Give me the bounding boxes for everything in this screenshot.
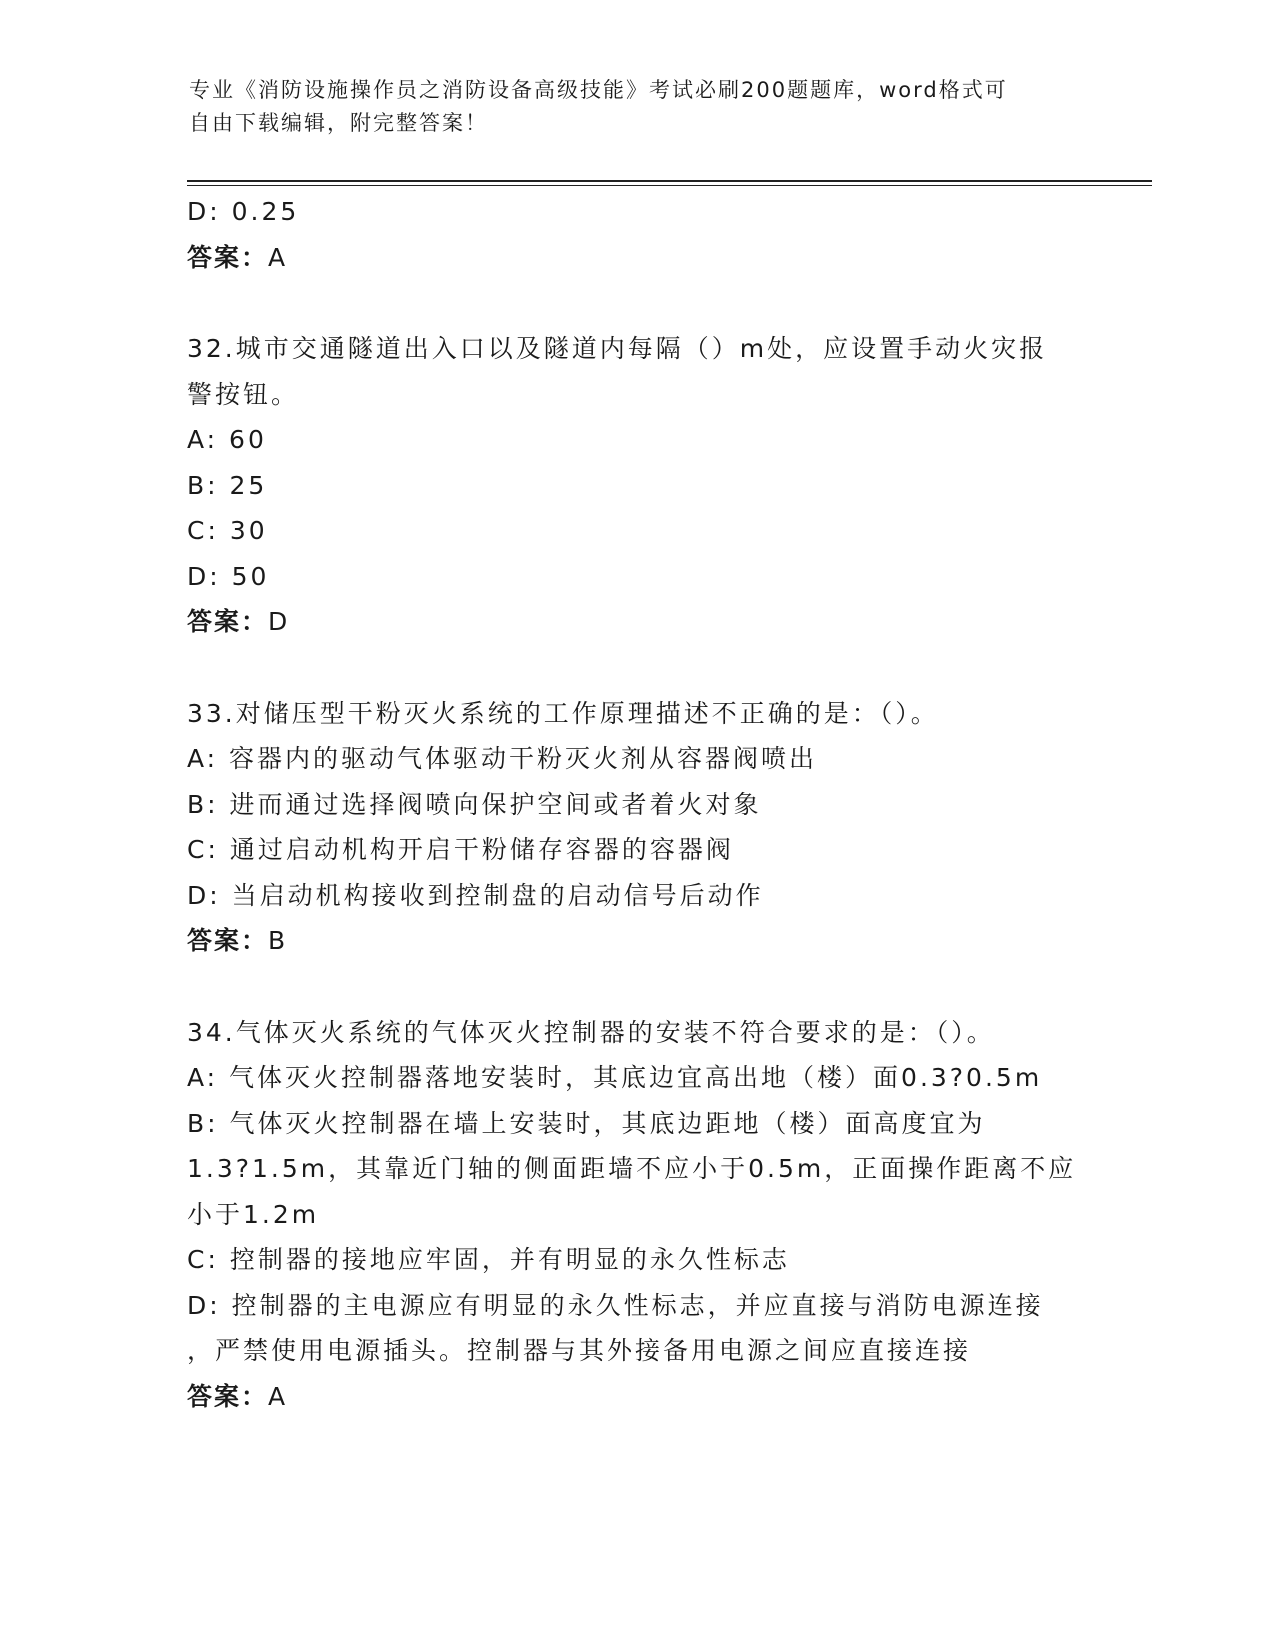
option-b: B: 25	[187, 470, 268, 500]
spacer	[187, 645, 1087, 691]
spacer	[187, 964, 1087, 1010]
answer-label: 答案：	[187, 926, 269, 955]
option-a: A: 60	[187, 425, 267, 454]
answer-line	[187, 918, 1087, 964]
document-body	[187, 189, 1087, 1419]
question-32	[187, 326, 1087, 645]
answer-value: A	[268, 242, 288, 272]
question-33	[187, 691, 1087, 964]
answer-value: B	[268, 926, 288, 955]
option-d-continued: ，严禁使用电源插头。控制器与其外接备用电源之间应直接连接	[187, 1336, 972, 1365]
header-divider-thin	[187, 185, 1152, 186]
question-stem: 33.对储压型干粉灭火系统的工作原理描述不正确的是：（）。	[187, 698, 939, 728]
option-a: A: 气体灭火控制器落地安装时，其底边宜高出地（楼）面0.3?0.5m	[187, 1063, 1043, 1092]
answer-label: 答案：	[187, 607, 269, 636]
header-line-1: 专业《消防设施操作员之消防设备高级技能》考试必刷200题题库，word格式可	[189, 78, 1008, 102]
option-c: C: 30	[187, 516, 268, 545]
option-a: A: 容器内的驱动气体驱动干粉灭火剂从容器阀喷出	[187, 744, 818, 773]
option-c: C: 控制器的接地应牢固，并有明显的永久性标志	[187, 1245, 790, 1274]
answer-value: D	[268, 607, 290, 636]
question-stem: 34.气体灭火系统的气体灭火控制器的安装不符合要求的是：（）。	[187, 1017, 995, 1047]
option-b-continued: 1.3?1.5m，其靠近门轴的侧面距墙不应小于0.5m，正面操作距离不应	[187, 1154, 1077, 1183]
answer-line	[187, 599, 1087, 645]
question-34	[187, 1010, 1087, 1420]
spacer	[187, 280, 1087, 326]
option-b: B: 气体灭火控制器在墙上安装时，其底边距地（楼）面高度宜为	[187, 1108, 986, 1138]
answer-value: A	[268, 1381, 288, 1411]
answer-line	[187, 235, 1087, 281]
option-d: D: 当启动机构接收到控制盘的启动信号后动作	[187, 880, 764, 910]
answer-label: 答案：	[187, 1381, 269, 1411]
question-stem: 警按钮。	[187, 379, 300, 409]
option-b: B: 进而通过选择阀喷向保护空间或者着火对象	[187, 789, 762, 819]
option-c: C: 通过启动机构开启干粉储存容器的容器阀	[187, 835, 734, 864]
option-d: D: 50	[187, 561, 270, 591]
option-d: D: 0.25	[187, 197, 300, 226]
header-line-2: 自由下载编辑，附完整答案！	[189, 111, 488, 135]
carryover-question	[187, 189, 1087, 280]
question-stem: 32.城市交通隧道出入口以及隧道内每隔（）m处，应设置手动火灾报	[187, 334, 1048, 363]
answer-line	[187, 1374, 1087, 1420]
option-b-continued: 小于1.2m	[187, 1199, 320, 1229]
option-d: D: 控制器的主电源应有明显的永久性标志，并应直接与消防电源连接	[187, 1290, 1044, 1320]
document-header	[189, 74, 1089, 140]
header-divider-thick	[187, 180, 1152, 182]
answer-label: 答案：	[187, 242, 269, 272]
